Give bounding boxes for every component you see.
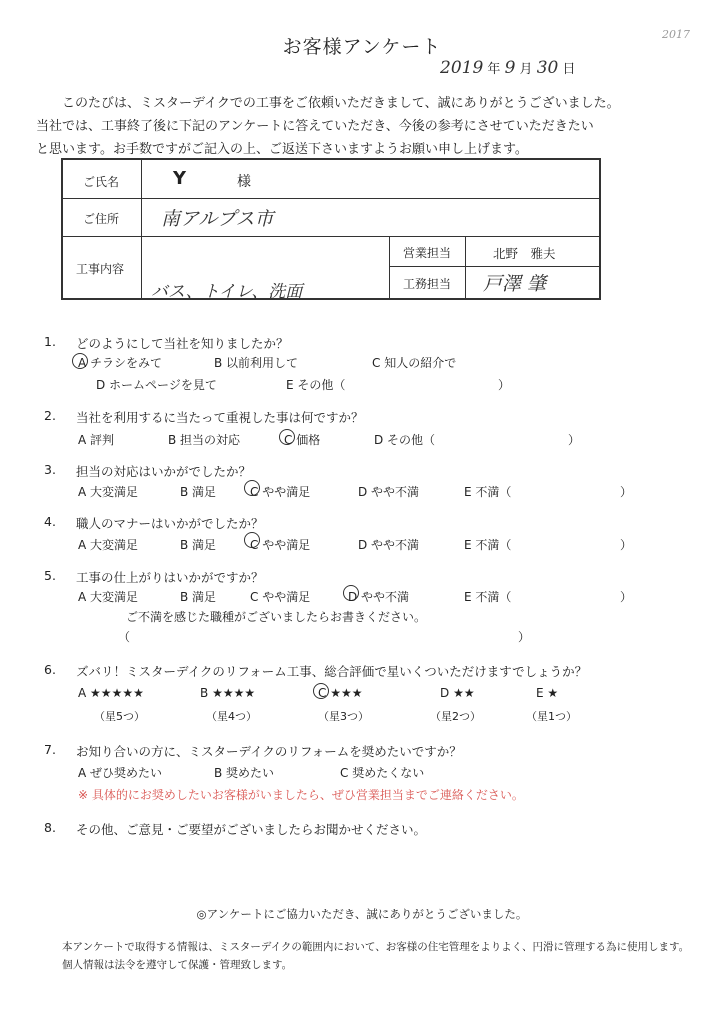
q4-text: 職人のマナーはいかがでしたか？: [76, 516, 264, 531]
q4-option-e[interactable]: E 不満（: [464, 538, 512, 552]
intro-line-2: 当社では、工事終了後に下記のアンケートに答えていただき、今後の参考にさせていただきたい: [36, 119, 594, 134]
q5-sub-close: ）: [518, 630, 531, 644]
q1-option-c[interactable]: C 知人の紹介で: [372, 356, 457, 370]
name-value[interactable]: Y: [173, 168, 187, 189]
intro-line-1: このたびは、ミスターデイクでの工事をご依頼いただきまして、誠にありがとうございました。: [62, 96, 620, 111]
q5-option-c[interactable]: C やや満足: [250, 590, 311, 604]
q1-option-e-close: ）: [498, 378, 511, 392]
work-value[interactable]: バス、トイレ、洗面: [151, 282, 303, 302]
page-title: お客様アンケート: [282, 36, 442, 58]
q2-text: 当社を利用するに当たって重視した事は何ですか？: [76, 410, 364, 425]
q2-option-c[interactable]: C 価格: [284, 433, 321, 447]
q1-number: 1.: [44, 334, 56, 349]
q6-number: 6.: [44, 662, 56, 677]
q6-rating-b[interactable]: [200, 686, 255, 700]
q5-number: 5.: [44, 568, 56, 583]
footer-note-line-2: 個人情報は法令を遵守して保護・管理致します。: [62, 959, 293, 971]
q5-option-a[interactable]: A 大変満足: [78, 590, 139, 604]
q6-rating-a-stars: ★★★★★: [90, 686, 144, 700]
q7-option-c[interactable]: C 奨めたくない: [340, 766, 425, 780]
date-month: 9: [504, 58, 516, 78]
q6-rating-e[interactable]: [536, 686, 558, 700]
q5-sub-open[interactable]: （: [118, 630, 131, 644]
q4-option-c[interactable]: C やや満足: [250, 538, 311, 552]
name-suffix: 様: [237, 174, 251, 190]
q7-option-b[interactable]: B 奨めたい: [214, 766, 275, 780]
q3-number: 3.: [44, 462, 56, 477]
date-day: 30: [536, 58, 559, 78]
sales-label: 営業担当: [403, 246, 452, 260]
q6-rating-c-stars: ★★★: [330, 686, 363, 700]
address-label: ご住所: [83, 212, 120, 226]
intro-paragraph: [36, 92, 696, 161]
q2-number: 2.: [44, 408, 56, 423]
date-year-unit: 年: [487, 62, 501, 77]
q5-sub-prompt: ご不満を感じた職種がございましたらお書きください。: [126, 610, 427, 624]
q1-text: どのようにして当社を知りましたか？: [76, 336, 289, 351]
corner-handwritten-mark: 2017: [662, 28, 690, 41]
q3-option-a[interactable]: A 大変満足: [78, 485, 139, 499]
q2-option-d-close: ）: [568, 433, 581, 447]
q7-text: お知り合いの方に、ミスターデイクのリフォームを奨めたいですか？: [76, 744, 462, 759]
q4-option-e-close: ）: [620, 538, 633, 552]
q1-option-a[interactable]: A チラシをみて: [78, 356, 163, 370]
q6-rating-b-label: （星4つ）: [206, 710, 257, 723]
q6-rating-b-letter: B: [200, 686, 209, 700]
sales-value[interactable]: 北野 雅夫: [493, 246, 556, 261]
q7-number: 7.: [44, 742, 56, 757]
date-field: [440, 58, 575, 78]
q8-number: 8.: [44, 820, 56, 835]
q4-option-a[interactable]: A 大変満足: [78, 538, 139, 552]
q6-rating-c-letter: C: [318, 686, 327, 700]
q3-option-e[interactable]: E 不満（: [464, 485, 512, 499]
q2-option-d[interactable]: D その他（: [374, 433, 436, 447]
q6-rating-d[interactable]: [440, 686, 475, 700]
q8-text: その他、ご意見・ご要望がございましたらお聞かせください。: [76, 822, 427, 837]
engineer-label: 工務担当: [403, 277, 452, 291]
footer-thanks: ◎アンケートにご協力いただき、誠にありがとうございました。: [196, 907, 528, 921]
q6-rating-a[interactable]: [78, 686, 144, 700]
q1-option-b[interactable]: B 以前利用して: [214, 356, 299, 370]
q5-option-e-close: ）: [620, 590, 633, 604]
q6-rating-e-label: （星1つ）: [526, 710, 577, 723]
q6-text: ズバリ！ミスターデイクのリフォーム工事、総合評価で星いくついただけますでしょうか？: [76, 664, 588, 679]
q7-note: ※ 具体的にお奨めしたいお客様がいましたら、ぜひ営業担当までご連絡ください。: [78, 788, 524, 802]
q3-option-d[interactable]: D やや不満: [358, 485, 420, 499]
q2-option-b[interactable]: B 担当の対応: [168, 433, 241, 447]
q6-rating-d-letter: D: [440, 686, 450, 700]
q3-option-e-close: ）: [620, 485, 633, 499]
q5-text: 工事の仕上がりはいかがですか？: [76, 570, 264, 585]
date-year: 2019: [440, 58, 484, 78]
q5-option-d[interactable]: D やや不満: [348, 590, 410, 604]
q6-rating-e-letter: E: [536, 686, 544, 700]
name-label: ご氏名: [83, 175, 120, 189]
footer-privacy-note: [62, 938, 702, 974]
q6-rating-a-letter: A: [78, 686, 87, 700]
q6-rating-c[interactable]: [318, 686, 363, 700]
q2-option-a[interactable]: A 評判: [78, 433, 115, 447]
customer-info-table: [61, 158, 601, 300]
q4-number: 4.: [44, 514, 56, 529]
q1-option-d[interactable]: D ホームページを見て: [96, 378, 217, 392]
q6-rating-c-label: （星3つ）: [318, 710, 369, 723]
engineer-value[interactable]: 戸澤 肇: [483, 273, 547, 295]
intro-line-3: と思います。お手数ですがご記入の上、ご返送下さいますようお願い申し上げます。: [36, 142, 528, 157]
q5-option-e[interactable]: E 不満（: [464, 590, 512, 604]
q1-option-e[interactable]: E その他（: [286, 378, 346, 392]
work-label: 工事内容: [76, 262, 125, 276]
q6-rating-b-stars: ★★★★: [212, 686, 256, 700]
q4-option-d[interactable]: D やや不満: [358, 538, 420, 552]
q6-rating-d-label: （星2つ）: [430, 710, 481, 723]
q6-rating-a-label: （星5つ）: [94, 710, 145, 723]
date-month-unit: 月: [519, 62, 533, 77]
q4-option-b[interactable]: B 満足: [180, 538, 217, 552]
address-value[interactable]: 南アルプス市: [161, 208, 274, 230]
q6-rating-e-stars: ★: [547, 686, 559, 700]
q6-rating-d-stars: ★★: [453, 686, 475, 700]
q3-text: 担当の対応はいかがでしたか？: [76, 464, 252, 479]
date-day-unit: 日: [562, 62, 576, 77]
footer-note-line-1: 本アンケートで取得する情報は、ミスターデイクの範囲内において、お客様の住宅管理をよりよく、円滑に管理する為に使用します。: [62, 941, 690, 953]
q5-option-b[interactable]: B 満足: [180, 590, 217, 604]
q7-option-a[interactable]: A ぜひ奨めたい: [78, 766, 163, 780]
q3-option-c[interactable]: C やや満足: [250, 485, 311, 499]
q3-option-b[interactable]: B 満足: [180, 485, 217, 499]
